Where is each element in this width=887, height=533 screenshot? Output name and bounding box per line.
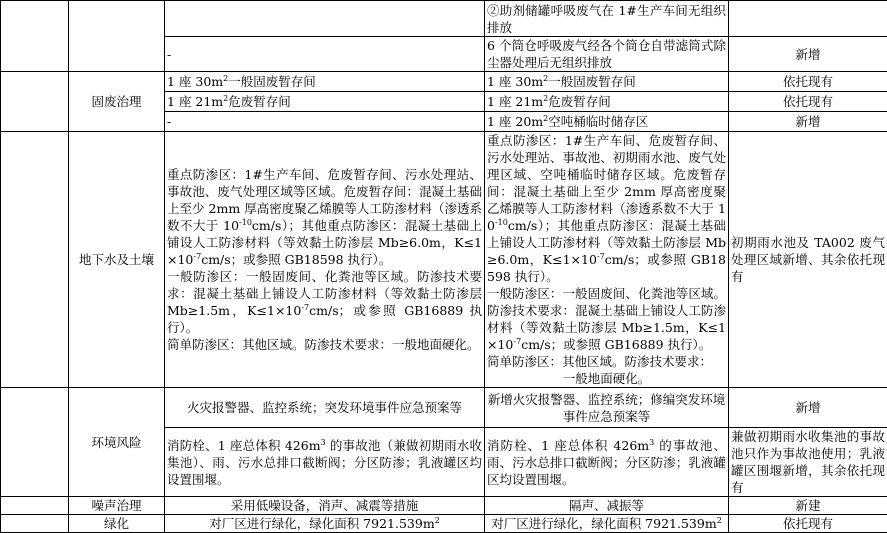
after-measure-cell: 6 个筒仓呼吸废气经各个筒仓自带滤筒式除尘器处理后无组织排放 — [485, 37, 729, 72]
note-cell: 兼做初期雨水收集池的事故池只作为事故池使用；乳液罐区围堰新增，其余依托现有 — [729, 428, 887, 497]
category-label-noise: 噪声治理 — [69, 497, 165, 515]
note-cell: 依托现有 — [729, 72, 887, 92]
after-measure-cell: ②助剂储罐呼吸废气在 1#生产车间无组织排放 — [485, 1, 729, 37]
after-measure-cell: 重点防渗区：1#生产车间、危废暂存间、污水处理站、事故池、初期雨水池、废气处理区域、空吨桶临时储存区域。危废暂存间：混凝土基础上至少 2mm 厚高密度聚乙烯膜等人工防渗材料（渗透系数不大于 $10^{-10}cm/s$）；其他重点防渗区：混凝土基础上铺设人工防渗材料（等效黏土防渗层 Mb≥6.0m，$K\le 1\times 10^{-7}cm/s$；或参照 GB18598 执行）。 一般防渗区：一般固废间、化粪池等区域。防渗技术要求：混凝土基础上铺设人工防渗材料（等效黏土防渗层 Mb≥1.5m，$K\le 1\times 10^{-7}cm/s$；或参照 GB16889 执行）。 简单防渗区：其他区域。防渗技术要求： 一般地面硬化。 — [485, 132, 729, 388]
before-cell-empty — [165, 1, 485, 37]
after-measure-cell: 1 座 $21m^2$危废暂存间 — [485, 92, 729, 112]
before-measure-cell: 对厂区进行绿化，绿化面积 $7921.539m^2$ — [165, 515, 485, 533]
after-measure-cell: 1 座 $30m^2$一般固废暂存间 — [485, 72, 729, 92]
before-measure-cell: 采用低噪设备，消声、减震等措施 — [165, 497, 485, 515]
note-cell: 依托现有 — [729, 515, 887, 533]
left-margin-cell — [1, 515, 69, 533]
category-label-groundwater-soil: 地下水及土壤 — [69, 132, 165, 388]
category-label-solid-waste: 固废治理 — [69, 72, 165, 132]
note-cell: 新增 — [729, 37, 887, 72]
category-cell-empty — [69, 1, 165, 72]
left-margin-cell — [1, 388, 69, 497]
after-measure-cell: 消防栓、1 座总体积 $426m^3$ 的事故池、雨、污水总排口截断阀；分区防渗；乳液罐区均设置围堰。 — [485, 428, 729, 497]
category-label-env-risk: 环境风险 — [69, 388, 165, 497]
before-measure-cell: - — [165, 112, 485, 132]
left-margin-cell — [1, 1, 69, 72]
note-cell: 新增 — [729, 112, 887, 132]
before-measure-cell: 火灾报警器、监控系统；突发环境事件应急预案等 — [165, 388, 485, 428]
left-margin-cell — [1, 497, 69, 515]
left-margin-cell — [1, 72, 69, 132]
note-cell-empty — [729, 1, 887, 37]
note-cell: 初期雨水池及 TA002 废气处理区域新增、其余依托现有 — [729, 132, 887, 388]
before-measure-cell: 重点防渗区：1#生产车间、危废暂存间、污水处理站、事故池、废气处理区域等区域。危废暂存间：混凝土基础上至少 2mm 厚高密度聚乙烯膜等人工防渗材料（渗透系数不大于 $10^{-10}cm/s$）；其他重点防渗区：混凝土基础上铺设人工防渗材料（等效黏土防渗层 Mb≥6.0m，$K\le 1\times 10^{-7}cm/s$；或参照 GB18598 执行）。 一般防渗区：一般固废间、化粪池等区域。防渗技术要求：混凝土基础上铺设人工防渗材料（等效黏土防渗层 Mb≥1.5m，$K\le 1\times 10^{-7}cm/s$；或参照 GB16889 执行）。 简单防渗区：其他区域。防渗技术要求：一般地面硬化。 — [165, 132, 485, 388]
after-measure-cell: 1 座 $20m^2$空吨桶临时储存区 — [485, 112, 729, 132]
note-cell: 新建 — [729, 497, 887, 515]
after-measure-cell: 对厂区进行绿化，绿化面积 $7921.539m^2$ — [485, 515, 729, 533]
note-cell: 新增 — [729, 388, 887, 428]
before-measure-cell: 消防栓、1 座总体积 $426m^3$ 的事故池（兼做初期雨水收集池）、雨、污水总排口截断阀；分区防渗；乳液罐区均设置围堰。 — [165, 428, 485, 497]
category-label-greening: 绿化 — [69, 515, 165, 533]
after-measure-cell: 隔声、减振等 — [485, 497, 729, 515]
before-measure-cell: 1 座 $30m^2$一般固废暂存间 — [165, 72, 485, 92]
left-margin-cell — [1, 132, 69, 388]
after-measure-cell: 新增火灾报警器、监控系统；修编突发环境事件应急预案等 — [485, 388, 729, 428]
before-measure-cell: - — [165, 37, 485, 72]
before-measure-cell: 1 座 $21m^2$危废暂存间 — [165, 92, 485, 112]
note-cell: 依托现有 — [729, 92, 887, 112]
